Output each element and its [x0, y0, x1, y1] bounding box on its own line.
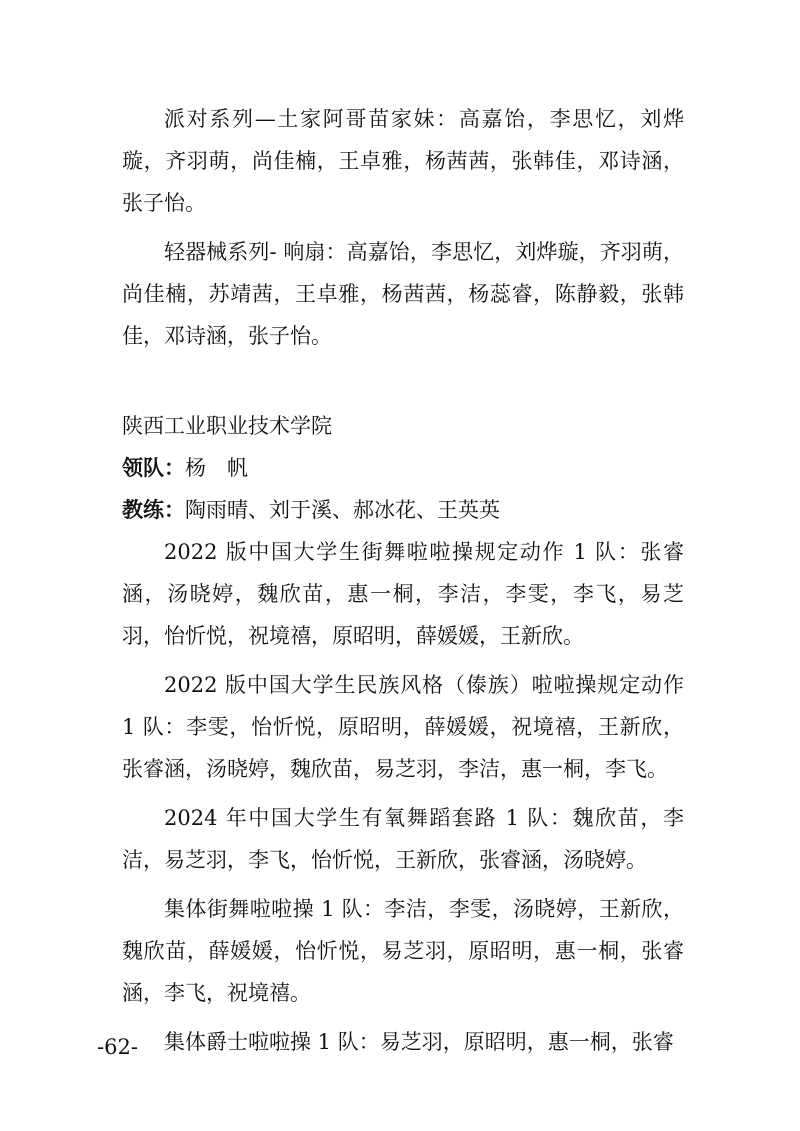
coach-label: 教练：: [122, 498, 185, 522]
team-list: [122, 531, 684, 1063]
coach-value: 陶雨晴、刘于溪、郝冰花、王英英: [185, 498, 500, 522]
team-paragraph-group-street-dance: 集体街舞啦啦操 1 队：李洁，李雯，汤晓婷，王新欣，魏欣苗，薛媛媛，怡忻悦，易芝羽，原昭明，惠一桐，张睿涵，李飞，祝境禧。: [122, 897, 684, 1005]
team-leader-label: 领队：: [122, 456, 185, 480]
team-leader-line: [122, 447, 684, 489]
school-heading: 陕西工业职业技术学院: [122, 414, 332, 438]
intro-paragraph-light-equipment: 轻器械系列- 响扇：高嘉饴，李思忆，刘烨璇，齐羽萌，尚佳楠，苏靖茜，王卓雅，杨茜茜，杨蕊睿，陈静毅，张韩佳，邓诗涵，张子怡。: [122, 240, 684, 348]
team-paragraph-ethnic-style-2022: 2022 版中国大学生民族风格（傣族）啦啦操规定动作 1 队：李雯，怡忻悦，原昭明，薛媛媛，祝境禧，王新欣，张睿涵，汤晓婷，魏欣苗，易芝羽，李洁，惠一桐，李飞。: [122, 673, 684, 781]
intro-paragraph-party-series: 派对系列—土家阿哥苗家妹：高嘉饴，李思忆，刘烨璇，齐羽萌，尚佳楠，王卓雅，杨茜茜，张韩佳，邓诗涵，张子怡。: [122, 107, 684, 215]
team-paragraph-street-dance-2022: 2022 版中国大学生街舞啦啦操规定动作 1 队：张睿涵，汤晓婷，魏欣苗，惠一桐，李洁，李雯，李飞，易芝羽，怡忻悦，祝境禧，原昭明，薛媛媛，王新欣。: [122, 540, 684, 648]
team-paragraph-aerobic-dance-2024: 2024 年中国大学生有氧舞蹈套路 1 队：魏欣苗，李洁，易芝羽，李飞，怡忻悦，王新欣，张睿涵，汤晓婷。: [122, 806, 684, 872]
team-paragraph-group-jazz: 集体爵士啦啦操 1 队：易芝羽，原昭明，惠一桐，张睿: [164, 1030, 674, 1054]
team-leader-value: 杨 帆: [185, 456, 248, 480]
coach-line: [122, 489, 684, 531]
page-number: -62-: [97, 1035, 138, 1059]
page-content: [122, 98, 684, 1070]
